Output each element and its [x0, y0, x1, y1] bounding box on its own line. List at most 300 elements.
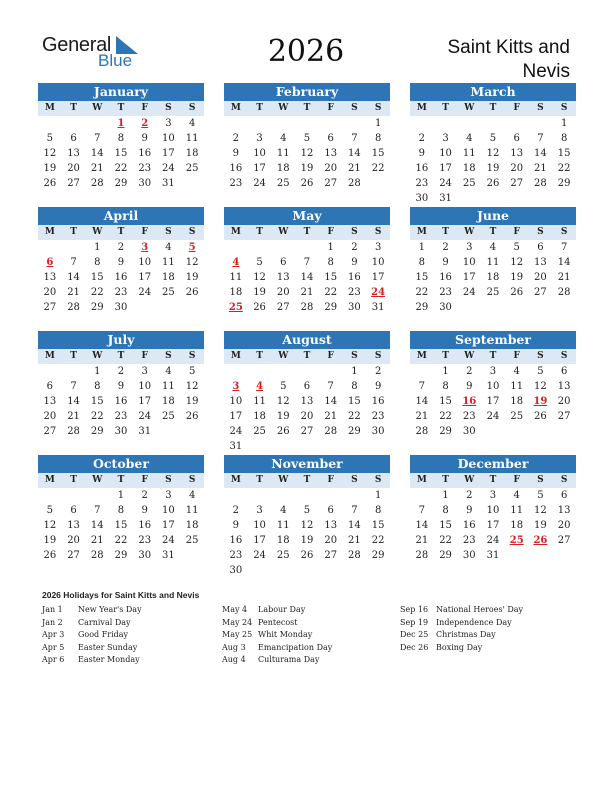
holiday-name: Boxing Day: [436, 642, 483, 652]
empty-cell: [434, 116, 458, 131]
logo-blue-text: Blue: [98, 51, 133, 70]
weekday-label: S: [351, 227, 358, 237]
empty-cell: [295, 240, 319, 255]
day-cell: 13: [300, 396, 314, 407]
holiday-day-cell: 24: [371, 287, 386, 298]
day-cell: 9: [232, 148, 240, 159]
weekday-label: F: [513, 475, 520, 485]
month-title: October: [38, 455, 204, 473]
weekday-label: T: [117, 475, 125, 485]
weekday-label: F: [327, 351, 334, 361]
day-cell: 6: [327, 133, 334, 144]
day-cell: 26: [534, 411, 547, 422]
day-cell: 1: [94, 242, 101, 253]
empty-cell: [38, 364, 62, 379]
day-cell: 18: [462, 163, 476, 174]
empty-cell: [295, 488, 319, 503]
day-cell: 4: [165, 242, 172, 253]
day-cell: 22: [114, 535, 128, 546]
day-cell: 23: [348, 287, 361, 298]
day-cell: 30: [462, 550, 476, 561]
day-cell: 10: [229, 396, 243, 407]
day-cell: 3: [165, 490, 172, 501]
weekday-label: F: [141, 475, 148, 485]
holiday-row: [222, 629, 332, 642]
day-cell: 16: [229, 163, 243, 174]
day-cell: 17: [162, 148, 175, 159]
day-cell: 18: [486, 272, 500, 283]
day-cell: 29: [439, 426, 452, 437]
day-cell: 22: [371, 163, 385, 174]
day-cell: 15: [557, 148, 571, 159]
weekday-label: T: [256, 475, 263, 485]
day-cell: 26: [185, 287, 199, 298]
day-cell: 25: [486, 287, 500, 298]
day-cell: 23: [415, 178, 429, 189]
day-cell: 2: [466, 490, 473, 501]
empty-cell: [529, 116, 553, 131]
day-cell: 5: [46, 505, 54, 516]
day-cell: 11: [229, 272, 243, 283]
weekday-label: T: [489, 351, 497, 361]
day-cell: 14: [324, 396, 338, 407]
day-cell: 31: [162, 178, 175, 189]
day-cell: 6: [70, 505, 77, 516]
day-cell: 7: [70, 257, 77, 268]
empty-cell: [224, 364, 248, 379]
day-cell: 25: [253, 426, 266, 437]
empty-cell: [248, 116, 272, 131]
day-cell: 14: [557, 257, 571, 268]
day-cell: 27: [557, 411, 571, 422]
weekday-label: T: [70, 351, 77, 361]
holiday-day-cell: 3: [232, 381, 240, 392]
weekday-label: S: [188, 227, 196, 237]
day-cell: 16: [114, 272, 128, 283]
day-cell: 24: [162, 535, 175, 546]
day-cell: 13: [534, 257, 547, 268]
day-cell: 2: [351, 242, 358, 253]
empty-cell: [38, 116, 62, 131]
day-cell: 12: [185, 257, 199, 268]
holiday-column: [400, 604, 523, 654]
day-cell: 3: [374, 242, 382, 253]
weekday-label: F: [513, 351, 520, 361]
day-cell: 27: [324, 178, 338, 189]
empty-cell: [85, 488, 109, 503]
empty-cell: [319, 364, 343, 379]
day-cell: 2: [232, 133, 240, 144]
holiday-day-cell: 1: [117, 118, 125, 129]
empty-cell: [410, 364, 434, 379]
day-cell: 20: [43, 411, 57, 422]
holiday-name: Whit Monday: [258, 630, 313, 639]
day-cell: 20: [276, 287, 290, 298]
weekday-label: T: [303, 227, 311, 237]
weekday-label: F: [513, 227, 520, 237]
day-cell: 26: [276, 426, 290, 437]
holiday-name: Carnival Day: [78, 617, 131, 627]
day-cell: 20: [534, 272, 547, 283]
weekday-label: S: [537, 103, 544, 113]
day-cell: 20: [510, 163, 524, 174]
day-cell: 1: [327, 242, 334, 253]
empty-cell: [343, 488, 367, 503]
day-cell: 22: [439, 411, 452, 422]
month-title: November: [224, 455, 390, 473]
day-cell: 13: [43, 272, 57, 283]
weekday-header: [38, 349, 204, 364]
weekday-label: T: [256, 103, 263, 113]
day-cell: 25: [276, 178, 290, 189]
weekday-label: F: [327, 475, 334, 485]
empty-cell: [295, 116, 319, 131]
day-cell: 18: [253, 411, 266, 422]
day-cell: 1: [442, 366, 449, 377]
day-cell: 11: [162, 257, 175, 268]
day-cell: 22: [371, 535, 385, 546]
day-cell: 10: [371, 257, 385, 268]
day-cell: 2: [117, 242, 125, 253]
day-cell: 17: [486, 520, 500, 531]
day-cell: 9: [466, 505, 473, 516]
day-cell: 2: [374, 366, 382, 377]
day-cell: 10: [486, 381, 500, 392]
day-cell: 17: [138, 272, 152, 283]
weekday-label: T: [489, 227, 497, 237]
day-cell: 25: [185, 535, 199, 546]
day-cell: 8: [94, 257, 101, 268]
day-cell: 31: [162, 550, 175, 561]
month-title: January: [38, 83, 204, 101]
day-cell: 9: [466, 381, 473, 392]
day-cell: 24: [162, 163, 175, 174]
day-cell: 30: [138, 178, 152, 189]
weekday-label: W: [278, 103, 289, 113]
holidays-title: 2026 Holidays for Saint Kitts and Nevis: [42, 590, 200, 600]
empty-cell: [248, 488, 272, 503]
day-cell: 15: [348, 396, 361, 407]
weekday-label: S: [351, 475, 358, 485]
day-cell: 7: [351, 505, 358, 516]
weekday-label: S: [374, 351, 382, 361]
weekday-label: W: [464, 227, 475, 237]
day-cell: 16: [371, 396, 385, 407]
holiday-date: Aug 3: [222, 642, 246, 652]
day-cell: 13: [276, 272, 290, 283]
day-cell: 18: [185, 520, 199, 531]
year-title: 2026: [267, 34, 345, 69]
day-cell: 26: [300, 550, 314, 561]
day-cell: 25: [276, 550, 290, 561]
weekday-label: S: [165, 351, 172, 361]
holiday-date: Sep 19: [400, 617, 429, 627]
empty-cell: [410, 488, 434, 503]
holiday-name: Good Friday: [78, 630, 129, 639]
day-cell: 13: [324, 520, 338, 531]
weekday-label: T: [256, 351, 263, 361]
weekday-label: W: [278, 475, 289, 485]
day-cell: 14: [300, 272, 314, 283]
holiday-row: [400, 617, 523, 630]
day-cell: 28: [348, 178, 361, 189]
day-cell: 7: [418, 381, 426, 392]
day-cell: 5: [513, 242, 520, 253]
holiday-name: Emancipation Day: [258, 642, 333, 652]
day-cell: 4: [466, 133, 473, 144]
day-cell: 8: [560, 133, 568, 144]
day-cell: 24: [229, 426, 243, 437]
day-cell: 25: [162, 411, 175, 422]
holiday-name: Christmas Day: [436, 630, 496, 639]
day-cell: 10: [253, 520, 266, 531]
day-grid: [410, 488, 576, 563]
day-cell: 27: [43, 426, 57, 437]
weekday-label: T: [442, 475, 449, 485]
day-cell: 10: [439, 148, 452, 159]
holiday-row: [222, 604, 332, 617]
day-cell: 12: [276, 396, 290, 407]
day-grid: [38, 240, 204, 315]
day-cell: 8: [327, 257, 334, 268]
day-cell: 28: [67, 302, 80, 313]
day-cell: 26: [185, 411, 199, 422]
day-cell: 11: [486, 257, 500, 268]
holiday-row: [42, 642, 142, 655]
day-cell: 22: [114, 163, 128, 174]
day-cell: 20: [557, 396, 571, 407]
day-cell: 23: [229, 550, 243, 561]
day-cell: 24: [138, 411, 152, 422]
empty-cell: [248, 364, 272, 379]
empty-cell: [410, 116, 434, 131]
weekday-label: W: [464, 103, 475, 113]
day-cell: 28: [90, 550, 104, 561]
holiday-name: Culturama Day: [258, 655, 320, 664]
day-cell: 7: [94, 505, 101, 516]
day-cell: 2: [466, 366, 473, 377]
month-title: May: [224, 207, 390, 225]
day-cell: 13: [67, 520, 80, 531]
weekday-label: W: [92, 227, 103, 237]
day-cell: 9: [117, 257, 125, 268]
day-cell: 29: [114, 178, 128, 189]
weekday-label: T: [117, 103, 125, 113]
day-cell: 6: [280, 257, 287, 268]
weekday-label: W: [464, 351, 475, 361]
weekday-label: M: [230, 103, 241, 113]
day-cell: 23: [229, 178, 243, 189]
weekday-label: F: [327, 103, 334, 113]
day-cell: 1: [374, 490, 382, 501]
month-title: March: [410, 83, 576, 101]
holiday-day-cell: 4: [232, 257, 240, 268]
day-cell: 3: [489, 366, 497, 377]
weekday-label: T: [489, 103, 497, 113]
weekday-label: T: [256, 227, 263, 237]
day-cell: 7: [327, 381, 334, 392]
weekday-label: M: [230, 227, 241, 237]
day-cell: 22: [90, 287, 104, 298]
day-cell: 14: [348, 520, 361, 531]
weekday-label: S: [537, 227, 544, 237]
day-cell: 16: [138, 148, 152, 159]
month-june: [410, 207, 576, 315]
weekday-label: S: [188, 103, 196, 113]
holiday-day-cell: 4: [256, 381, 264, 392]
holiday-row: [222, 642, 332, 655]
weekday-header: [224, 101, 390, 116]
day-cell: 15: [439, 396, 452, 407]
weekday-label: M: [416, 103, 427, 113]
day-cell: 16: [114, 396, 128, 407]
day-cell: 14: [90, 520, 104, 531]
day-cell: 21: [90, 163, 104, 174]
month-april: [38, 207, 204, 315]
day-cell: 23: [114, 411, 128, 422]
day-cell: 18: [162, 396, 175, 407]
day-cell: 12: [534, 381, 547, 392]
day-cell: 19: [300, 535, 314, 546]
day-cell: 22: [90, 411, 104, 422]
day-cell: 19: [534, 520, 547, 531]
day-cell: 17: [462, 272, 476, 283]
day-cell: 9: [141, 133, 148, 144]
country-name: Saint Kitts and Nevis: [447, 37, 570, 82]
weekday-label: T: [303, 351, 311, 361]
day-grid: [38, 488, 204, 563]
day-cell: 4: [489, 242, 497, 253]
day-cell: 6: [560, 490, 568, 501]
day-cell: 23: [138, 163, 152, 174]
day-cell: 24: [253, 178, 266, 189]
day-cell: 14: [415, 396, 429, 407]
day-cell: 15: [114, 520, 128, 531]
holiday-day-cell: 6: [46, 257, 54, 268]
day-cell: 22: [324, 287, 338, 298]
day-cell: 21: [415, 535, 429, 546]
weekday-label: W: [464, 475, 475, 485]
weekday-label: M: [416, 351, 427, 361]
day-cell: 29: [415, 302, 429, 313]
month-title: December: [410, 455, 576, 473]
day-cell: 15: [114, 148, 128, 159]
day-cell: 21: [534, 163, 547, 174]
day-cell: 28: [300, 302, 314, 313]
day-grid: [410, 240, 576, 315]
holiday-day-cell: 16: [462, 396, 477, 407]
day-cell: 10: [253, 148, 266, 159]
day-cell: 17: [371, 272, 385, 283]
day-cell: 30: [439, 302, 452, 313]
day-cell: 26: [486, 178, 500, 189]
weekday-header: [38, 101, 204, 116]
day-cell: 11: [185, 505, 199, 516]
day-cell: 12: [300, 148, 314, 159]
day-cell: 29: [90, 302, 104, 313]
empty-cell: [248, 240, 272, 255]
month-december: [410, 455, 576, 563]
empty-cell: [271, 364, 295, 379]
day-cell: 1: [94, 366, 101, 377]
day-cell: 11: [276, 148, 290, 159]
weekday-label: S: [560, 103, 568, 113]
day-cell: 23: [462, 411, 476, 422]
day-cell: 1: [442, 490, 449, 501]
day-grid: [224, 240, 390, 315]
day-cell: 10: [138, 257, 152, 268]
day-cell: 20: [300, 411, 314, 422]
holiday-date: Jan 1: [42, 605, 63, 614]
day-cell: 5: [46, 133, 54, 144]
day-cell: 9: [117, 381, 125, 392]
day-cell: 2: [232, 505, 240, 516]
day-cell: 24: [486, 411, 500, 422]
day-cell: 7: [303, 257, 311, 268]
day-cell: 6: [537, 242, 544, 253]
day-cell: 17: [138, 396, 152, 407]
day-cell: 18: [185, 148, 199, 159]
month-july: [38, 331, 204, 439]
holiday-date: Dec 25: [400, 630, 429, 639]
day-cell: 9: [232, 520, 240, 531]
empty-cell: [224, 240, 248, 255]
day-cell: 27: [557, 535, 571, 546]
day-grid: [224, 364, 390, 454]
day-cell: 19: [185, 272, 199, 283]
day-grid: [410, 116, 576, 206]
month-title: July: [38, 331, 204, 349]
day-cell: 17: [229, 411, 243, 422]
weekday-header: [224, 349, 390, 364]
empty-cell: [224, 116, 248, 131]
day-cell: 24: [439, 178, 452, 189]
day-cell: 29: [114, 550, 128, 561]
day-cell: 23: [138, 535, 152, 546]
holiday-name: Labour Day: [258, 605, 306, 614]
day-cell: 26: [43, 550, 57, 561]
day-cell: 3: [141, 366, 148, 377]
weekday-label: S: [188, 475, 196, 485]
day-cell: 14: [67, 272, 80, 283]
holiday-day-cell: 5: [188, 242, 196, 253]
day-cell: 6: [303, 381, 311, 392]
weekday-label: M: [230, 475, 241, 485]
holiday-name: Easter Sunday: [78, 642, 138, 652]
weekday-label: M: [44, 227, 55, 237]
day-grid: [38, 116, 204, 191]
day-cell: 1: [374, 118, 382, 129]
day-cell: 28: [534, 178, 547, 189]
weekday-label: M: [44, 103, 55, 113]
day-grid: [410, 364, 576, 439]
holiday-date: Dec 26: [400, 642, 429, 652]
weekday-header: [38, 473, 204, 488]
weekday-label: M: [230, 351, 241, 361]
day-cell: 20: [67, 163, 80, 174]
weekday-label: S: [165, 227, 172, 237]
day-cell: 8: [351, 381, 358, 392]
weekday-label: T: [489, 475, 497, 485]
weekday-label: T: [70, 475, 77, 485]
day-cell: 25: [162, 287, 175, 298]
day-cell: 5: [537, 490, 544, 501]
day-cell: 18: [276, 163, 290, 174]
weekday-label: S: [165, 103, 172, 113]
weekday-label: S: [351, 103, 358, 113]
empty-cell: [505, 116, 529, 131]
empty-cell: [319, 488, 343, 503]
